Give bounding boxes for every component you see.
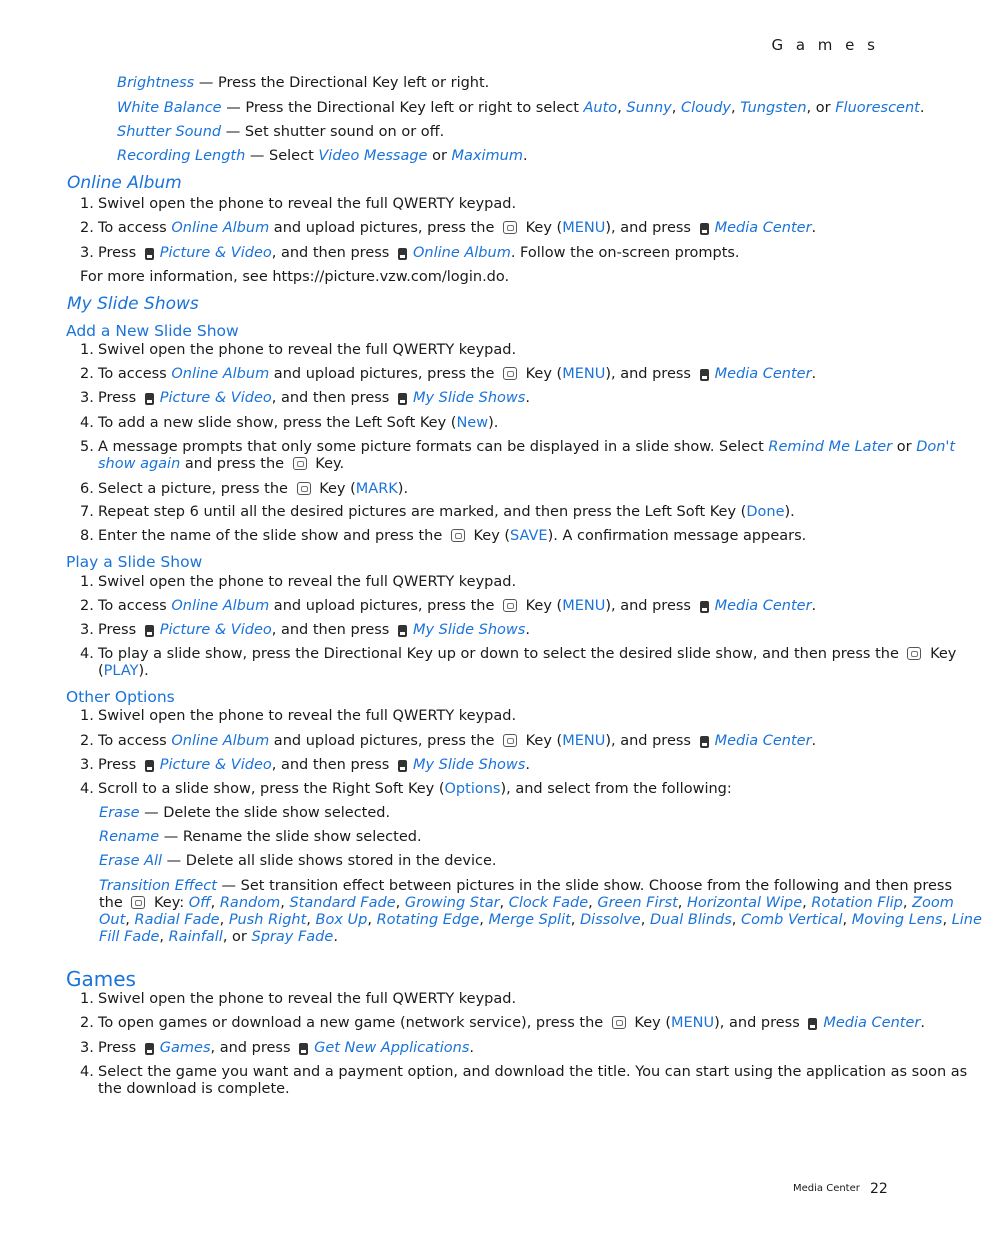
option-transition: [99, 878, 952, 894]
step-text: ), and press: [714, 1015, 805, 1031]
recording-desc: — Select: [245, 148, 319, 164]
wb-opt-sunny: Sunny: [626, 100, 672, 116]
rename-desc: — Rename the slide show selected.: [159, 829, 422, 845]
option-rename: [99, 829, 422, 845]
games-key-icon: [145, 1043, 154, 1055]
erase-label: Erase: [99, 805, 140, 821]
wb-desc: — Press the Directional Key left or right to select: [221, 100, 584, 116]
online-album-link: Online Album: [171, 733, 270, 749]
picture-video-key-icon: [145, 625, 154, 637]
pl-step-4: 4. To play a slide show, press the Directional Key up or down to select the desired slide show, and then press the Key: [80, 646, 957, 662]
step-text: , and then press: [271, 245, 394, 261]
step-text: , and then press: [271, 390, 394, 406]
step-text: To add a new slide show, press the Left Soft Key (: [98, 415, 457, 431]
pl-step-4-cont: [98, 663, 149, 679]
pl-step-3: 3. Press Picture & Video, and then press My Slide Shows.: [80, 622, 530, 638]
ok-key-icon: [907, 647, 921, 660]
step-text: Enter the name of the slide show and press the: [98, 528, 447, 544]
step-text: ).: [138, 663, 149, 679]
oa-step-2: 2. To access Online Album and upload pictures, press the Key (MENU), and press Media Center.: [80, 220, 817, 236]
section-my-slide-shows: My Slide Shows: [67, 294, 199, 314]
picture-video-label: Picture & Video: [159, 390, 272, 406]
subsection-play: Play a Slide Show: [66, 553, 203, 571]
subsection-other-options: Other Options: [66, 688, 175, 706]
erase-all-label: Erase All: [99, 853, 163, 869]
step-text: To access: [98, 598, 172, 614]
media-center-key-icon: [700, 601, 709, 613]
an-step-7: 7. Repeat step 6 until all the desired pictures are marked, and then press the Left Soft Key (Done).: [80, 504, 795, 520]
wb-opt-cloudy: Cloudy: [680, 100, 731, 116]
picture-video-key-icon: [145, 393, 154, 405]
transition-line-3: Out, Radial Fade, Push Right, Box Up, Rotating Edge, Merge Split, Dissolve, Dual Blinds, Comb Vertical, Moving Lens, Line: [99, 912, 982, 928]
step-text: Press: [98, 757, 141, 773]
effect-horizontal-wipe: Horizontal Wipe: [686, 895, 803, 911]
shutter-desc: — Set shutter sound on or off.: [221, 124, 445, 140]
step-text: ). A confirmation message appears.: [547, 528, 807, 544]
online-album-link: Online Album: [171, 598, 270, 614]
setting-brightness: [117, 75, 489, 91]
oa-more-info: For more information, see https://picture.vzw.com/login.do.: [80, 269, 510, 285]
get-new-apps-key-icon: [299, 1043, 308, 1055]
subsection-add-new: Add a New Slide Show: [66, 322, 239, 340]
step-text: Key.: [310, 456, 345, 472]
picture-video-key-icon: [145, 760, 154, 772]
step-text: Swivel open the phone to reveal the full QWERTY keypad.: [98, 708, 517, 724]
option-erase-all: [99, 853, 497, 869]
get-new-apps-label: Get New Applications: [314, 1040, 470, 1056]
an-step-6: 6. Select a picture, press the Key (MARK).: [80, 481, 409, 497]
step-text: and upload pictures, press the: [269, 220, 500, 236]
step-text: Press: [98, 245, 141, 261]
brightness-label: Brightness: [117, 75, 195, 91]
step-text: ), and press: [605, 366, 696, 382]
an-step-8: 8. Enter the name of the slide show and press the Key (SAVE). A confirmation message appears.: [80, 528, 807, 544]
step-text: ), and select from the following:: [500, 781, 732, 797]
step-text: Swivel open the phone to reveal the full QWERTY keypad.: [98, 574, 517, 590]
g-step-3: 3. Press Games, and press Get New Applications.: [80, 1040, 474, 1056]
effect-merge-split: Merge Split: [488, 912, 571, 928]
menu-key-label: MENU: [670, 1015, 715, 1031]
menu-key-label: MENU: [562, 598, 606, 614]
media-center-label: Media Center: [714, 733, 812, 749]
dont-show-option: Don't: [916, 439, 956, 455]
effect-clock-fade: Clock Fade: [508, 895, 589, 911]
step-text: , and then press: [271, 757, 394, 773]
page-number: 22: [870, 1181, 888, 1197]
online-album-link: Online Album: [171, 220, 270, 236]
recording-opt2: Maximum: [451, 148, 523, 164]
picture-video-key-icon: [145, 248, 154, 260]
online-album-link: Online Album: [171, 366, 270, 382]
media-center-key-icon: [808, 1018, 817, 1030]
transition-line-4: Fill Fade, Rainfall, or Spray Fade.: [99, 929, 338, 945]
ok-key-icon: [503, 599, 517, 612]
step-text: To play a slide show, press the Directional Key up or down to select the desired slide show, and then press the: [98, 646, 904, 662]
oo-step-4: 4. Scroll to a slide show, press the Right Soft Key (Options), and select from the following:: [80, 781, 732, 797]
online-album-label: Online Album: [412, 245, 511, 261]
an-step-1: 1. Swivel open the phone to reveal the full QWERTY keypad.: [80, 342, 517, 358]
wb-opt-fluorescent: Fluorescent: [835, 100, 920, 116]
step-text: , and then press: [271, 622, 394, 638]
step-text: Key (: [521, 733, 563, 749]
step-text: Key (: [521, 598, 563, 614]
pl-step-1: 1. Swivel open the phone to reveal the full QWERTY keypad.: [80, 574, 517, 590]
step-text: or: [892, 439, 917, 455]
ok-key-icon: [131, 896, 145, 909]
new-key-label: New: [456, 415, 489, 431]
effect-random: Random: [219, 895, 281, 911]
step-text: , and press: [210, 1040, 296, 1056]
step-text: ), and press: [605, 220, 696, 236]
pl-step-2: 2. To access Online Album and upload pictures, press the Key (MENU), and press Media Center.: [80, 598, 817, 614]
g-step-1: 1. Swivel open the phone to reveal the full QWERTY keypad.: [80, 991, 517, 1007]
ok-key-icon: [503, 221, 517, 234]
effect-moving-lens: Moving Lens: [851, 912, 943, 928]
step-text: Key:: [149, 895, 189, 911]
step-text: . Follow the on-screen prompts.: [510, 245, 740, 261]
effect-off: Off: [188, 895, 211, 911]
transition-desc: — Set transition effect between pictures in the slide show. Choose from the following and then press: [216, 878, 952, 894]
step-text: To access: [98, 366, 172, 382]
step-text: Key: [925, 646, 957, 662]
step-text: Repeat step 6 until all the desired pictures are marked, and then press the Left Soft Key (: [98, 504, 747, 520]
erase-all-desc: — Delete all slide shows stored in the device.: [162, 853, 497, 869]
media-center-label: Media Center: [714, 220, 812, 236]
step-text: Press: [98, 390, 141, 406]
mark-key-label: MARK: [355, 481, 398, 497]
wb-opt-tungsten: Tungsten: [740, 100, 807, 116]
effect-line-fill-fade: Fill Fade: [99, 929, 160, 945]
erase-desc: — Delete the slide show selected.: [139, 805, 391, 821]
step-text: the: [99, 895, 128, 911]
rename-label: Rename: [99, 829, 160, 845]
oa-step-3: 3. Press Picture & Video, and then press Online Album. Follow the on-screen prompts.: [80, 245, 740, 261]
effect-zoom-out: Out: [99, 912, 126, 928]
footer-section: Media Center: [793, 1183, 860, 1194]
slide-shows-key-icon: [398, 760, 407, 772]
step-text: A message prompts that only some picture formats can be displayed in a slide show. Select: [98, 439, 769, 455]
dont-show-option-cont: show again: [98, 456, 181, 472]
setting-white-balance: White Balance — Press the Directional Key left or right to select Auto, Sunny, Cloudy, Tungsten, or Fluorescent.: [117, 100, 925, 116]
effect-push-right: Push Right: [228, 912, 307, 928]
section-games: Games: [66, 967, 136, 991]
my-slide-shows-label: My Slide Shows: [412, 622, 526, 638]
an-step-3: 3. Press Picture & Video, and then press My Slide Shows.: [80, 390, 530, 406]
step-text: and upload pictures, press the: [269, 733, 500, 749]
picture-video-label: Picture & Video: [159, 757, 272, 773]
ok-key-icon: [451, 529, 465, 542]
effect-comb-vertical: Comb Vertical: [741, 912, 843, 928]
an-step-2: 2. To access Online Album and upload pictures, press the Key (MENU), and press Media Center.: [80, 366, 817, 382]
step-text: To access: [98, 220, 172, 236]
an-step-5: 5. A message prompts that only some picture formats can be displayed in a slide show. Select Remind Me Later or Don't: [80, 439, 956, 455]
menu-key-label: MENU: [562, 733, 606, 749]
online-album-key-icon: [398, 248, 407, 260]
ok-key-icon: [503, 367, 517, 380]
step-text: (: [98, 663, 104, 679]
effect-rainfall: Rainfall: [168, 929, 223, 945]
an-step-4: 4. To add a new slide show, press the Left Soft Key (New).: [80, 415, 499, 431]
effect-zoom: Zoom: [912, 895, 954, 911]
section-online-album: Online Album: [67, 173, 182, 193]
step-text: Scroll to a slide show, press the Right Soft Key (: [98, 781, 445, 797]
step-text: Key (: [521, 366, 563, 382]
effect-dual-blinds: Dual Blinds: [649, 912, 732, 928]
effect-growing-star: Growing Star: [404, 895, 500, 911]
step-text: Swivel open the phone to reveal the full QWERTY keypad.: [98, 342, 517, 358]
step-text: ).: [397, 481, 409, 497]
media-center-key-icon: [700, 736, 709, 748]
step-text: Press: [98, 622, 141, 638]
step-text: Select the game you want and a payment option, and download the title. You can start using the application as soon as: [98, 1064, 968, 1080]
step-text: ).: [488, 415, 499, 431]
media-center-label: Media Center: [714, 366, 812, 382]
effect-line: Line: [951, 912, 982, 928]
media-center-label: Media Center: [714, 598, 812, 614]
my-slide-shows-label: My Slide Shows: [412, 390, 526, 406]
step-text: Select a picture, press the: [98, 481, 293, 497]
g-step-4: 4. Select the game you want and a payment option, and download the title. You can start using the application as soon as: [80, 1064, 968, 1080]
effect-radial-fade: Radial Fade: [134, 912, 220, 928]
recording-or: or: [427, 148, 452, 164]
step-text: ), and press: [605, 598, 696, 614]
picture-video-label: Picture & Video: [159, 622, 272, 638]
ok-key-icon: [612, 1016, 626, 1029]
media-center-key-icon: [700, 369, 709, 381]
an-step-5-cont: [98, 456, 344, 472]
media-center-key-icon: [700, 223, 709, 235]
transition-label: Transition Effect: [99, 878, 217, 894]
play-key-label: PLAY: [103, 663, 139, 679]
g-step-2: 2. To open games or download a new game (network service), press the Key (MENU), and press Media Center.: [80, 1015, 925, 1031]
step-text: Key (: [468, 528, 511, 544]
wb-label: White Balance: [117, 100, 222, 116]
step-text: To access: [98, 733, 172, 749]
oo-step-3: 3. Press Picture & Video, and then press My Slide Shows.: [80, 757, 530, 773]
effect-spray-fade: Spray Fade: [251, 929, 334, 945]
slide-shows-key-icon: [398, 393, 407, 405]
effect-standard-fade: Standard Fade: [289, 895, 396, 911]
g-step-4-cont: the download is complete.: [98, 1081, 290, 1097]
transition-line-2: the Key: Off, Random, Standard Fade, Growing Star, Clock Fade, Green First, Horizontal Wipe, Rotation Flip, Zoom: [99, 895, 954, 911]
menu-key-label: MENU: [562, 366, 606, 382]
step-text: Press: [98, 1040, 141, 1056]
step-text: , or: [222, 929, 252, 945]
step-text: ), and press: [605, 733, 696, 749]
wb-opt-auto: Auto: [583, 100, 618, 116]
step-text: ).: [784, 504, 795, 520]
effect-rotation-flip: Rotation Flip: [811, 895, 903, 911]
media-center-label: Media Center: [823, 1015, 921, 1031]
step-text: and upload pictures, press the: [269, 366, 500, 382]
step-text: Key (: [314, 481, 356, 497]
setting-shutter: [117, 124, 444, 140]
step-text: and upload pictures, press the: [269, 598, 500, 614]
step-text: To open games or download a new game (network service), press the: [98, 1015, 608, 1031]
effect-rotating-edge: Rotating Edge: [376, 912, 480, 928]
step-text: Key (: [629, 1015, 671, 1031]
option-erase: [99, 805, 390, 821]
setting-recording: Recording Length — Select Video Message or Maximum.: [117, 148, 528, 164]
running-header: G a m e s: [771, 36, 879, 54]
games-label: Games: [159, 1040, 211, 1056]
step-text: and press the: [180, 456, 289, 472]
save-key-label: SAVE: [510, 528, 548, 544]
done-key-label: Done: [746, 504, 785, 520]
picture-video-label: Picture & Video: [159, 245, 272, 261]
step-text: Swivel open the phone to reveal the full QWERTY keypad.: [98, 196, 517, 212]
brightness-desc: — Press the Directional Key left or right.: [194, 75, 490, 91]
remind-later-option: Remind Me Later: [768, 439, 893, 455]
effect-box-up: Box Up: [315, 912, 368, 928]
ok-key-icon: [503, 734, 517, 747]
recording-label: Recording Length: [117, 148, 246, 164]
my-slide-shows-label: My Slide Shows: [412, 757, 526, 773]
oo-step-1: 1. Swivel open the phone to reveal the full QWERTY keypad.: [80, 708, 517, 724]
recording-opt1: Video Message: [318, 148, 428, 164]
menu-key-label: MENU: [562, 220, 606, 236]
step-text: Swivel open the phone to reveal the full QWERTY keypad.: [98, 991, 517, 1007]
oa-step-1: 1. Swivel open the phone to reveal the full QWERTY keypad.: [80, 196, 517, 212]
step-text: Key (: [521, 220, 563, 236]
slide-shows-key-icon: [398, 625, 407, 637]
shutter-label: Shutter Sound: [117, 124, 222, 140]
effect-dissolve: Dissolve: [580, 912, 641, 928]
options-key-label: Options: [444, 781, 501, 797]
ok-key-icon: [293, 457, 307, 470]
ok-key-icon: [297, 482, 311, 495]
effect-green-first: Green First: [597, 895, 678, 911]
oo-step-2: 2. To access Online Album and upload pictures, press the Key (MENU), and press Media Center.: [80, 733, 817, 749]
